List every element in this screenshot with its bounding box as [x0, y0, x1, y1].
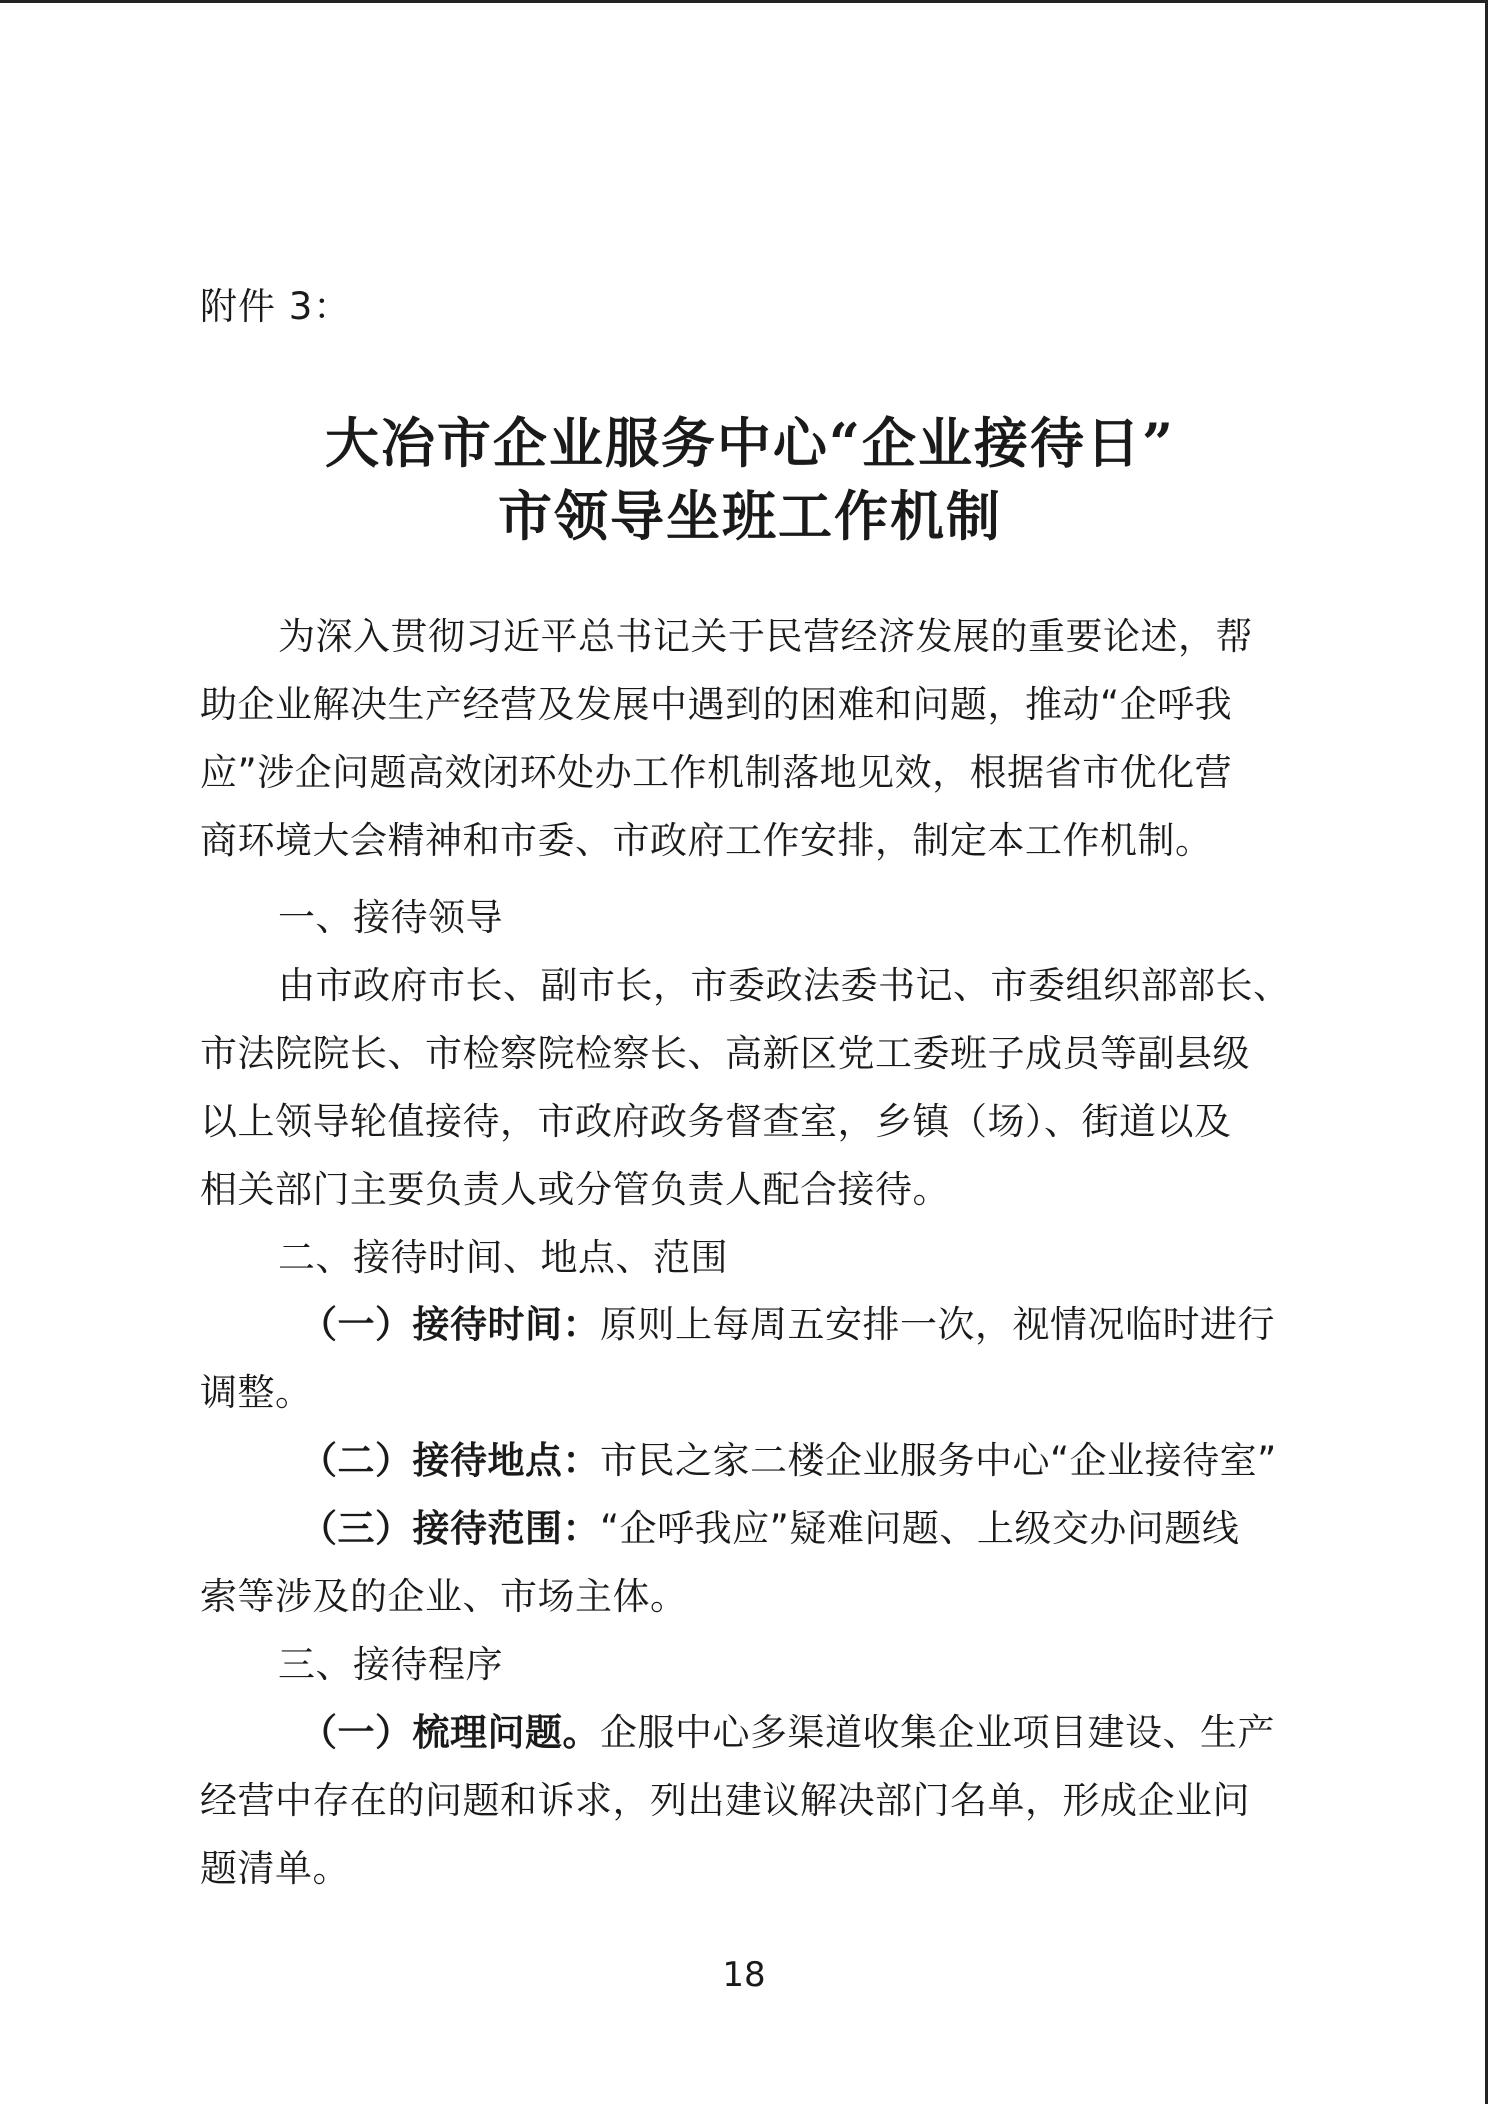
section-2-item-3-text: “企呼我应”疑难问题、上级交办问题线	[600, 1507, 1240, 1550]
section-1-heading: 一、接待领导	[278, 896, 503, 939]
section-3-item-1-label: （一）梳理问题。	[300, 1711, 600, 1754]
section-2-heading: 二、接待时间、地点、范围	[278, 1236, 728, 1279]
section-3-item-1	[300, 1708, 1304, 1758]
intro-line-4: 商环境大会精神和市委、市政府工作安排，制定本工作机制。	[200, 819, 1213, 862]
section-2-item-2-text: 市民之家二楼企业服务中心“企业接待室”	[600, 1439, 1277, 1482]
section-2-item-1-text: 原则上每周五安排一次，视情况临时进行	[600, 1303, 1275, 1346]
section-2-item-2	[300, 1436, 1304, 1486]
section-3-heading: 三、接待程序	[278, 1643, 503, 1686]
section-3-item-1-continuation-1: 经营中存在的问题和诉求，列出建议解决部门名单，形成企业问	[200, 1779, 1250, 1822]
attachment-label: 附件 3：	[200, 285, 352, 328]
intro-line-2: 助企业解决生产经营及发展中遇到的困难和问题，推动“企呼我	[200, 683, 1233, 726]
section-1-line-4: 相关部门主要负责人或分管负责人配合接待。	[200, 1168, 950, 1211]
section-2-item-1-continuation: 调整。	[200, 1371, 313, 1414]
section-2-item-3-label: （三）接待范围：	[300, 1507, 600, 1550]
section-2-item-3-continuation: 索等涉及的企业、市场主体。	[200, 1575, 688, 1618]
section-3-item-1-text: 企服中心多渠道收集企业项目建设、生产	[600, 1711, 1275, 1754]
section-2-item-1	[300, 1300, 1304, 1350]
section-1-line-1: 由市政府市长、副市长，市委政法委书记、市委组织部部长、	[278, 964, 1291, 1007]
section-1-line-2: 市法院院长、市检察院检察长、高新区党工委班子成员等副县级	[200, 1032, 1250, 1075]
intro-line-1: 为深入贯彻习近平总书记关于民营经济发展的重要论述，帮	[278, 615, 1253, 658]
page-number: 18	[722, 1955, 766, 1995]
section-1-line-3: 以上领导轮值接待，市政府政务督查室，乡镇（场）、街道以及	[200, 1100, 1232, 1143]
section-2-item-3	[300, 1504, 1304, 1554]
section-2-item-2-label: （二）接待地点：	[300, 1439, 600, 1482]
document-title-line-1: 大冶市企业服务中心“企业接待日”	[324, 411, 1176, 475]
document-title-line-2: 市领导坐班工作机制	[498, 484, 1002, 548]
section-2-item-1-label: （一）接待时间：	[300, 1303, 600, 1346]
intro-line-3: 应”涉企问题高效闭环处办工作机制落地见效，根据省市优化营	[200, 751, 1233, 794]
page-border-top	[0, 0, 1488, 3]
section-3-item-1-continuation-2: 题清单。	[200, 1847, 350, 1890]
